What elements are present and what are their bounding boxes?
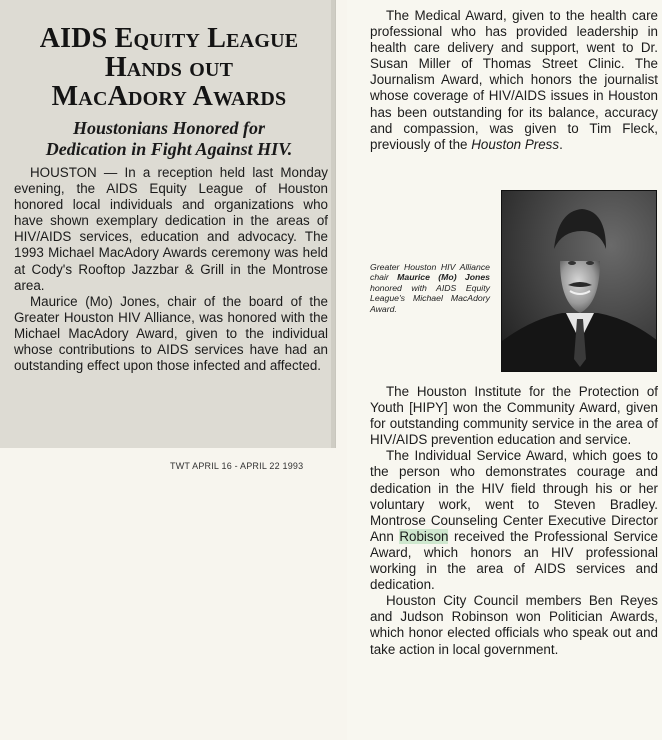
right-article-top <box>370 8 658 153</box>
paragraph-end-punctuation: . <box>559 136 563 152</box>
photo-caption <box>370 262 490 314</box>
caption-suffix: honored with AIDS Equity League's Michael MacAdory Award. <box>370 282 490 314</box>
headline-line-1: AIDS Equity League <box>39 23 299 54</box>
subhead-line-2: Dedication in Fight Against HIV. <box>45 139 293 159</box>
portrait-illustration <box>502 191 657 372</box>
publication-name: Houston Press <box>471 136 560 152</box>
subheadline <box>10 118 328 160</box>
headline <box>10 24 328 111</box>
publication-dateline: TWT APRIL 16 - APRIL 22 1993 <box>170 461 304 471</box>
caption-name: Maurice (Mo) Jones <box>397 272 490 283</box>
right-paragraph-4: Houston City Council members Ben Reyes and Judson Robinson won Politician Awards, which honor elected officials who speak out and take action in local government. <box>370 593 658 657</box>
clipping-edge <box>331 0 335 448</box>
left-article-body <box>14 165 328 374</box>
portrait-photo <box>501 190 657 372</box>
right-paragraph-1 <box>370 8 658 153</box>
medical-journalism-text: The Medical Award, given to the health care professional who has provided leadership in health care delivery and support, went to Dr. Susan Miller of Thomas Street Clinic. The Journalism Award, which honors the journalist whose coverage of HIV/AIDS issues in Houston has been outstanding for its balance, accuracy and compassion, was given to Tim Fleck, previously of the <box>370 8 658 152</box>
left-paragraph-1: HOUSTON — In a reception held last Monday evening, the AIDS Equity League of Houston honored local individuals and organizations who have shown exemplary dedication in the areas of HIV/AIDS services, education and advocacy. The 1993 Michael MacAdory Awards ceremony was held at Cody's Rooftop Jazzbar & Grill in the Montrose area. <box>14 165 328 293</box>
individual-service-text: The Individual Service Award, which goes to the person who demonstrates courage and dedication in the HIV field through his or her voluntary work, went to Steven Bradley. Montrose Counseling Center Executive Director Ann <box>370 448 658 544</box>
subhead-line-1: Houstonians Honored for <box>72 118 266 138</box>
right-paragraph-2: The Houston Institute for the Protection of Youth [HIPY] won the Community Award, given for outstanding community service in the area of HIV/AIDS prevention education and service. <box>370 384 658 448</box>
headline-line-2: Hands out <box>104 52 234 83</box>
headline-line-3: MacAdory Awards <box>51 81 287 112</box>
highlighted-name: Robison <box>399 528 449 544</box>
left-paragraph-2: Maurice (Mo) Jones, chair of the board of the Greater Houston HIV Alliance, was honored with the Michael MacAdory Award, given to the individual whose contributions to AIDS services have had an outstanding effect upon those infected and affected. <box>14 293 328 374</box>
right-paragraph-3 <box>370 448 658 593</box>
caption-prefix: Greater Houston HIV Alliance chair <box>370 262 490 283</box>
professional-service-text: received the Professional Service Award, which honors an HIV professional working in the area of AIDS services and dedication. <box>370 528 658 593</box>
right-article-bottom <box>370 384 658 658</box>
